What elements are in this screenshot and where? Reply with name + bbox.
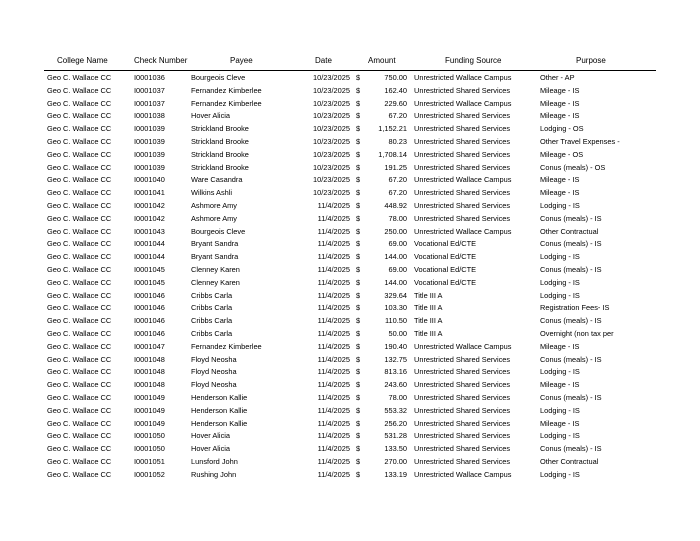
- date-cell: 11/4/2025: [317, 316, 350, 326]
- funding-source-cell: Unrestricted Shared Services: [414, 367, 511, 377]
- date-cell: 11/4/2025: [317, 252, 350, 262]
- college-name-cell: Geo C. Wallace CC: [47, 175, 112, 185]
- currency-cell: $: [356, 149, 361, 159]
- amount-cell: 1,708.14: [378, 149, 407, 159]
- purpose-cell: Lodging - IS: [540, 431, 580, 441]
- date-cell: 11/4/2025: [317, 303, 350, 313]
- table-row: [44, 341, 656, 354]
- table-row: [44, 277, 656, 290]
- funding-source-cell: Unrestricted Wallace Campus: [414, 175, 512, 185]
- college-name-cell: Geo C. Wallace CC: [47, 431, 112, 441]
- currency-cell: $: [356, 213, 361, 223]
- college-name-cell: Geo C. Wallace CC: [47, 73, 112, 82]
- currency-cell: $: [356, 303, 361, 313]
- currency-cell: $: [356, 124, 361, 134]
- funding-source-cell: Unrestricted Shared Services: [414, 124, 511, 134]
- table-row: [44, 290, 656, 303]
- funding-source-cell: Unrestricted Shared Services: [414, 354, 511, 364]
- currency-cell: $: [356, 98, 361, 108]
- college-name-cell: Geo C. Wallace CC: [47, 252, 112, 262]
- check-number-cell: I0001046: [134, 303, 165, 313]
- table-row: [44, 405, 656, 418]
- currency-cell: $: [356, 328, 361, 338]
- currency-cell: $: [356, 431, 361, 441]
- payee-cell: Cribbs Carla: [191, 316, 233, 326]
- funding-source-cell: Unrestricted Wallace Campus: [414, 341, 512, 351]
- purpose-cell: Conus (meals) - IS: [540, 213, 602, 223]
- payee-cell: Floyd Neosha: [191, 380, 237, 390]
- table-row: [44, 226, 656, 239]
- amount-cell: 144.00: [384, 252, 407, 262]
- currency-cell: $: [356, 175, 361, 185]
- purpose-cell: Lodging - IS: [540, 252, 580, 262]
- amount-cell: 144.00: [384, 277, 407, 287]
- table-body: [44, 72, 656, 482]
- college-name-cell: Geo C. Wallace CC: [47, 264, 112, 274]
- header-college-name: College Name: [57, 56, 108, 65]
- check-number-cell: I0001041: [134, 188, 165, 198]
- purpose-cell: Other Travel Expenses -: [540, 136, 620, 146]
- funding-source-cell: Title III A: [414, 328, 443, 338]
- check-number-cell: I0001043: [134, 226, 165, 236]
- amount-cell: 67.20: [388, 188, 407, 198]
- table-row: [44, 213, 656, 226]
- payee-cell: Fernandez Kimberlee: [191, 98, 262, 108]
- amount-cell: 553.32: [384, 405, 407, 415]
- table-row: [44, 456, 656, 469]
- table-row: [44, 200, 656, 213]
- payee-cell: Ware Casandra: [191, 175, 243, 185]
- funding-source-cell: Unrestricted Shared Services: [414, 188, 511, 198]
- payee-cell: Clenney Karen: [191, 264, 240, 274]
- amount-cell: 67.20: [388, 175, 407, 185]
- currency-cell: $: [356, 316, 361, 326]
- college-name-cell: Geo C. Wallace CC: [47, 328, 112, 338]
- currency-cell: $: [356, 239, 361, 249]
- date-cell: 11/4/2025: [317, 367, 350, 377]
- check-number-cell: I0001039: [134, 124, 165, 134]
- check-number-cell: I0001044: [134, 239, 165, 249]
- date-cell: 11/4/2025: [317, 444, 350, 454]
- check-number-cell: I0001037: [134, 98, 165, 108]
- payee-cell: Fernandez Kimberlee: [191, 85, 262, 95]
- date-cell: 11/4/2025: [317, 213, 350, 223]
- currency-cell: $: [356, 456, 361, 466]
- amount-cell: 69.00: [388, 264, 407, 274]
- currency-cell: $: [356, 277, 361, 287]
- amount-cell: 50.00: [388, 328, 407, 338]
- currency-cell: $: [356, 226, 361, 236]
- purpose-cell: Conus (meals) - IS: [540, 392, 602, 402]
- funding-source-cell: Unrestricted Shared Services: [414, 85, 511, 95]
- date-cell: 10/23/2025: [313, 175, 350, 185]
- amount-cell: 103.30: [384, 303, 407, 313]
- purpose-cell: Other - AP: [540, 73, 575, 82]
- payee-cell: Lunsford John: [191, 456, 238, 466]
- payee-cell: Wilkins Ashli: [191, 188, 233, 198]
- payee-cell: Strickland Brooke: [191, 149, 249, 159]
- table-row: [44, 379, 656, 392]
- date-cell: 11/4/2025: [317, 380, 350, 390]
- college-name-cell: Geo C. Wallace CC: [47, 239, 112, 249]
- purpose-cell: Conus (meals) - IS: [540, 444, 602, 454]
- purpose-cell: Mileage - IS: [540, 341, 580, 351]
- purpose-cell: Lodging - IS: [540, 469, 580, 479]
- check-number-cell: I0001039: [134, 136, 165, 146]
- payee-cell: Floyd Neosha: [191, 354, 237, 364]
- currency-cell: $: [356, 380, 361, 390]
- check-number-cell: I0001048: [134, 367, 165, 377]
- table-row: [44, 366, 656, 379]
- amount-cell: 270.00: [384, 456, 407, 466]
- check-number-cell: I0001050: [134, 431, 165, 441]
- date-cell: 11/4/2025: [317, 277, 350, 287]
- amount-cell: 229.60: [384, 98, 407, 108]
- funding-source-cell: Unrestricted Wallace Campus: [414, 226, 512, 236]
- table-row: [44, 430, 656, 443]
- table-row: [44, 443, 656, 456]
- payee-cell: Hover Alicia: [191, 431, 231, 441]
- purpose-cell: Conus (meals) - IS: [540, 354, 602, 364]
- funding-source-cell: Unrestricted Shared Services: [414, 149, 511, 159]
- amount-cell: 813.16: [384, 367, 407, 377]
- college-name-cell: Geo C. Wallace CC: [47, 226, 112, 236]
- date-cell: 11/4/2025: [317, 264, 350, 274]
- currency-cell: $: [356, 418, 361, 428]
- table-row: [44, 264, 656, 277]
- header-check-number: Check Number: [134, 56, 188, 65]
- date-cell: 11/4/2025: [317, 431, 350, 441]
- college-name-cell: Geo C. Wallace CC: [47, 456, 112, 466]
- header-purpose: Purpose: [576, 56, 606, 65]
- payee-cell: Bourgeois Cleve: [191, 226, 246, 236]
- college-name-cell: Geo C. Wallace CC: [47, 380, 112, 390]
- date-cell: 11/4/2025: [317, 418, 350, 428]
- date-cell: 11/4/2025: [317, 290, 350, 300]
- check-number-cell: I0001050: [134, 444, 165, 454]
- currency-cell: $: [356, 162, 361, 172]
- check-number-cell: I0001044: [134, 252, 165, 262]
- college-name-cell: Geo C. Wallace CC: [47, 85, 112, 95]
- check-number-cell: I0001045: [134, 277, 165, 287]
- college-name-cell: Geo C. Wallace CC: [47, 277, 112, 287]
- header-date: Date: [315, 56, 332, 65]
- table-row: [44, 123, 656, 136]
- check-number-cell: I0001049: [134, 418, 165, 428]
- funding-source-cell: Unrestricted Shared Services: [414, 111, 511, 121]
- amount-cell: 78.00: [388, 213, 407, 223]
- amount-cell: 448.92: [384, 200, 407, 210]
- purpose-cell: Conus (meals) - IS: [540, 316, 602, 326]
- funding-source-cell: Vocational Ed/CTE: [414, 239, 477, 249]
- payee-cell: Ashmore Amy: [191, 200, 237, 210]
- payee-cell: Bryant Sandra: [191, 239, 239, 249]
- purpose-cell: Lodging - IS: [540, 277, 580, 287]
- check-number-cell: I0001046: [134, 290, 165, 300]
- funding-source-cell: Unrestricted Shared Services: [414, 162, 511, 172]
- payee-cell: Strickland Brooke: [191, 162, 249, 172]
- date-cell: 11/4/2025: [317, 239, 350, 249]
- college-name-cell: Geo C. Wallace CC: [47, 149, 112, 159]
- funding-source-cell: Unrestricted Shared Services: [414, 213, 511, 223]
- purpose-cell: Mileage - IS: [540, 418, 580, 428]
- date-cell: 11/4/2025: [317, 200, 350, 210]
- table-row: [44, 354, 656, 367]
- amount-cell: 190.40: [384, 341, 407, 351]
- amount-cell: 133.50: [384, 444, 407, 454]
- purpose-cell: Mileage - IS: [540, 175, 580, 185]
- purpose-cell: Mileage - IS: [540, 85, 580, 95]
- payee-cell: Clenney Karen: [191, 277, 240, 287]
- date-cell: 10/23/2025: [313, 98, 350, 108]
- payee-cell: Cribbs Carla: [191, 328, 233, 338]
- purpose-cell: Lodging - IS: [540, 290, 580, 300]
- date-cell: 10/23/2025: [313, 85, 350, 95]
- amount-cell: 256.20: [384, 418, 407, 428]
- check-number-cell: I0001040: [134, 175, 165, 185]
- purpose-cell: Conus (meals) - OS: [540, 162, 606, 172]
- college-name-cell: Geo C. Wallace CC: [47, 316, 112, 326]
- funding-source-cell: Unrestricted Shared Services: [414, 200, 511, 210]
- purpose-cell: Registration Fees- IS: [540, 303, 610, 313]
- funding-source-cell: Vocational Ed/CTE: [414, 277, 477, 287]
- check-number-cell: I0001036: [134, 73, 165, 82]
- check-number-cell: I0001042: [134, 200, 165, 210]
- table-row: [44, 174, 656, 187]
- amount-cell: 1,152.21: [378, 124, 407, 134]
- payee-cell: Henderson Kallie: [191, 418, 248, 428]
- payee-cell: Floyd Neosha: [191, 367, 237, 377]
- amount-cell: 132.75: [384, 354, 407, 364]
- currency-cell: $: [356, 200, 361, 210]
- currency-cell: $: [356, 341, 361, 351]
- table-row: [44, 238, 656, 251]
- table-row: [44, 392, 656, 405]
- check-number-cell: I0001046: [134, 316, 165, 326]
- funding-source-cell: Vocational Ed/CTE: [414, 252, 477, 262]
- college-name-cell: Geo C. Wallace CC: [47, 124, 112, 134]
- amount-cell: 329.64: [384, 290, 407, 300]
- date-cell: 10/23/2025: [313, 188, 350, 198]
- date-cell: 10/23/2025: [313, 111, 350, 121]
- currency-cell: $: [356, 469, 361, 479]
- currency-cell: $: [356, 252, 361, 262]
- college-name-cell: Geo C. Wallace CC: [47, 341, 112, 351]
- check-number-cell: I0001039: [134, 149, 165, 159]
- purpose-cell: Mileage - OS: [540, 149, 584, 159]
- amount-cell: 191.25: [384, 162, 407, 172]
- currency-cell: $: [356, 290, 361, 300]
- table-row: [44, 85, 656, 98]
- date-cell: 10/23/2025: [313, 124, 350, 134]
- payee-cell: Hover Alicia: [191, 111, 231, 121]
- college-name-cell: Geo C. Wallace CC: [47, 162, 112, 172]
- currency-cell: $: [356, 111, 361, 121]
- header-funding-source: Funding Source: [445, 56, 502, 65]
- check-number-cell: I0001051: [134, 456, 165, 466]
- funding-source-cell: Unrestricted Shared Services: [414, 136, 511, 146]
- check-number-cell: I0001037: [134, 85, 165, 95]
- payee-cell: Henderson Kallie: [191, 405, 248, 415]
- purpose-cell: Conus (meals) - IS: [540, 264, 602, 274]
- currency-cell: $: [356, 264, 361, 274]
- check-number-cell: I0001046: [134, 328, 165, 338]
- purpose-cell: Conus (meals) - IS: [540, 239, 602, 249]
- header-payee: Payee: [230, 56, 253, 65]
- purpose-cell: Other Contractual: [540, 456, 599, 466]
- check-number-cell: I0001049: [134, 392, 165, 402]
- table-row: [44, 98, 656, 111]
- payee-cell: Bryant Sandra: [191, 252, 239, 262]
- payee-cell: Cribbs Carla: [191, 303, 233, 313]
- funding-source-cell: Unrestricted Shared Services: [414, 392, 511, 402]
- header-amount: Amount: [368, 56, 396, 65]
- purpose-cell: Lodging - IS: [540, 200, 580, 210]
- college-name-cell: Geo C. Wallace CC: [47, 354, 112, 364]
- check-number-cell: I0001047: [134, 341, 165, 351]
- date-cell: 11/4/2025: [317, 405, 350, 415]
- college-name-cell: Geo C. Wallace CC: [47, 392, 112, 402]
- table-row: [44, 187, 656, 200]
- date-cell: 11/4/2025: [317, 392, 350, 402]
- purpose-cell: Overnight (non tax per: [540, 328, 614, 338]
- date-cell: 10/23/2025: [313, 149, 350, 159]
- amount-cell: 67.20: [388, 111, 407, 121]
- date-cell: 11/4/2025: [317, 341, 350, 351]
- date-cell: 11/4/2025: [317, 354, 350, 364]
- college-name-cell: Geo C. Wallace CC: [47, 200, 112, 210]
- funding-source-cell: Title III A: [414, 316, 443, 326]
- college-name-cell: Geo C. Wallace CC: [47, 213, 112, 223]
- college-name-cell: Geo C. Wallace CC: [47, 136, 112, 146]
- check-number-cell: I0001042: [134, 213, 165, 223]
- amount-cell: 243.60: [384, 380, 407, 390]
- date-cell: 10/23/2025: [313, 136, 350, 146]
- date-cell: 11/4/2025: [317, 328, 350, 338]
- currency-cell: $: [356, 188, 361, 198]
- amount-cell: 110.50: [384, 316, 407, 326]
- funding-source-cell: Unrestricted Shared Services: [414, 431, 511, 441]
- date-cell: 11/4/2025: [317, 456, 350, 466]
- amount-cell: 69.00: [388, 239, 407, 249]
- funding-source-cell: Vocational Ed/CTE: [414, 264, 477, 274]
- currency-cell: $: [356, 354, 361, 364]
- table-row: [44, 302, 656, 315]
- date-cell: 10/23/2025: [313, 162, 350, 172]
- check-number-cell: I0001039: [134, 162, 165, 172]
- funding-source-cell: Unrestricted Shared Services: [414, 405, 511, 415]
- payee-cell: Ashmore Amy: [191, 213, 237, 223]
- amount-cell: 250.00: [384, 226, 407, 236]
- table-row: [44, 418, 656, 431]
- college-name-cell: Geo C. Wallace CC: [47, 290, 112, 300]
- expenditure-table: [44, 54, 656, 479]
- purpose-cell: Mileage - IS: [540, 98, 580, 108]
- payee-cell: Bourgeois Cleve: [191, 73, 246, 82]
- payee-cell: Henderson Kallie: [191, 392, 248, 402]
- funding-source-cell: Unrestricted Wallace Campus: [414, 73, 512, 82]
- funding-source-cell: Unrestricted Shared Services: [414, 444, 511, 454]
- purpose-cell: Lodging - IS: [540, 367, 580, 377]
- currency-cell: $: [356, 136, 361, 146]
- purpose-cell: Lodging - OS: [540, 124, 584, 134]
- currency-cell: $: [356, 73, 361, 82]
- payee-cell: Cribbs Carla: [191, 290, 233, 300]
- college-name-cell: Geo C. Wallace CC: [47, 469, 112, 479]
- amount-cell: 750.00: [384, 73, 407, 82]
- funding-source-cell: Unrestricted Shared Services: [414, 380, 511, 390]
- purpose-cell: Mileage - IS: [540, 380, 580, 390]
- check-number-cell: I0001049: [134, 405, 165, 415]
- check-number-cell: I0001038: [134, 111, 165, 121]
- date-cell: 11/4/2025: [317, 226, 350, 236]
- purpose-cell: Mileage - IS: [540, 188, 580, 198]
- date-cell: 10/23/2025: [313, 73, 350, 82]
- purpose-cell: Lodging - IS: [540, 405, 580, 415]
- currency-cell: $: [356, 367, 361, 377]
- college-name-cell: Geo C. Wallace CC: [47, 444, 112, 454]
- table-row: [44, 136, 656, 149]
- table-row: [44, 469, 656, 482]
- check-number-cell: I0001052: [134, 469, 165, 479]
- currency-cell: $: [356, 405, 361, 415]
- table-row: [44, 251, 656, 264]
- college-name-cell: Geo C. Wallace CC: [47, 418, 112, 428]
- header-divider: [44, 70, 656, 71]
- table-row: [44, 149, 656, 162]
- check-number-cell: I0001048: [134, 354, 165, 364]
- amount-cell: 133.19: [384, 469, 407, 479]
- funding-source-cell: Unrestricted Wallace Campus: [414, 98, 512, 108]
- funding-source-cell: Unrestricted Shared Services: [414, 418, 511, 428]
- college-name-cell: Geo C. Wallace CC: [47, 188, 112, 198]
- table-row: [44, 315, 656, 328]
- purpose-cell: Mileage - IS: [540, 111, 580, 121]
- funding-source-cell: Unrestricted Shared Services: [414, 456, 511, 466]
- date-cell: 11/4/2025: [317, 469, 350, 479]
- payee-cell: Strickland Brooke: [191, 136, 249, 146]
- amount-cell: 162.40: [384, 85, 407, 95]
- table-row: [44, 72, 656, 85]
- amount-cell: 531.28: [384, 431, 407, 441]
- college-name-cell: Geo C. Wallace CC: [47, 111, 112, 121]
- payee-cell: Strickland Brooke: [191, 124, 249, 134]
- check-number-cell: I0001045: [134, 264, 165, 274]
- funding-source-cell: Title III A: [414, 303, 443, 313]
- college-name-cell: Geo C. Wallace CC: [47, 98, 112, 108]
- table-row: [44, 110, 656, 123]
- amount-cell: 78.00: [388, 392, 407, 402]
- table-row: [44, 328, 656, 341]
- funding-source-cell: Title III A: [414, 290, 443, 300]
- table-header: [44, 54, 656, 68]
- payee-cell: Fernandez Kimberlee: [191, 341, 262, 351]
- college-name-cell: Geo C. Wallace CC: [47, 405, 112, 415]
- college-name-cell: Geo C. Wallace CC: [47, 367, 112, 377]
- college-name-cell: Geo C. Wallace CC: [47, 303, 112, 313]
- funding-source-cell: Unrestricted Wallace Campus: [414, 469, 512, 479]
- payee-cell: Hover Alicia: [191, 444, 231, 454]
- check-number-cell: I0001048: [134, 380, 165, 390]
- currency-cell: $: [356, 85, 361, 95]
- amount-cell: 80.23: [388, 136, 407, 146]
- currency-cell: $: [356, 444, 361, 454]
- table-row: [44, 162, 656, 175]
- purpose-cell: Other Contractual: [540, 226, 599, 236]
- currency-cell: $: [356, 392, 361, 402]
- payee-cell: Rushing John: [191, 469, 237, 479]
